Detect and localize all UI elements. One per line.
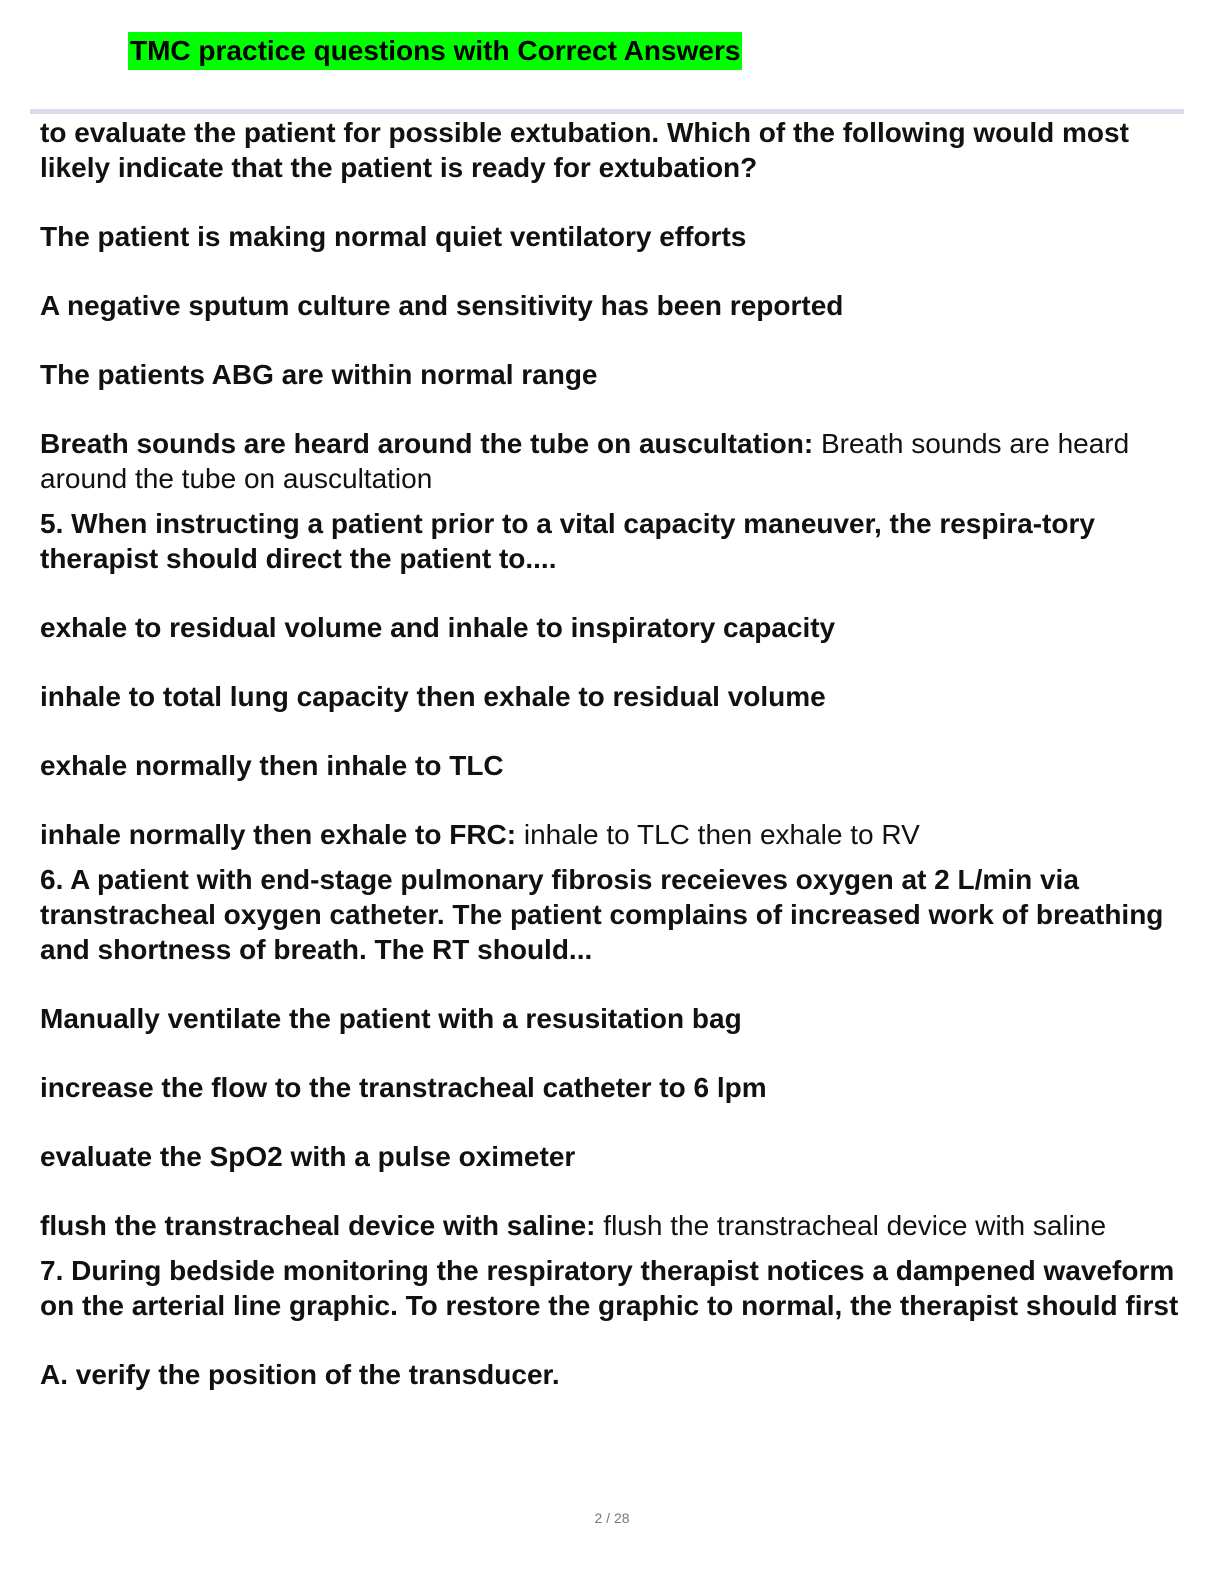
question-5-correct-answer: inhale to TLC then exhale to RV <box>516 819 920 850</box>
question-5-text: 5. When instructing a patient prior to a vital capacity maneuver, the respira-tory therapist should direct the patient to.... <box>40 508 1095 574</box>
question-4-option-1: The patient is making normal quiet ventilatory efforts <box>40 221 747 252</box>
question-7-text: 7. During bedside monitoring the respiratory therapist notices a dampened waveform on the arterial line graphic. To restore the graphic to normal, the therapist should first <box>40 1255 1179 1321</box>
question-5-option-4: inhale normally then exhale to FRC: <box>40 819 517 850</box>
question-6-option-1: Manually ventilate the patient with a resusitation bag <box>40 1003 742 1034</box>
question-6-option-4: flush the transtracheal device with saline: <box>40 1210 596 1241</box>
question-4-option-4: Breath sounds are heard around the tube on auscultation: <box>40 428 814 459</box>
question-4-correct-answer: Breath sounds are heard around the tube on auscultation <box>40 428 1130 494</box>
question-4-option-3: The patients ABG are within normal range <box>40 359 598 390</box>
question-7-option-1: A. verify the position of the transducer. <box>40 1359 560 1390</box>
question-4-option-2: A negative sputum culture and sensitivity has been reported <box>40 290 844 321</box>
question-5-answer-line <box>40 817 1180 852</box>
question-6-correct-answer: flush the transtracheal device with saline <box>595 1210 1107 1241</box>
question-4-text: to evaluate the patient for possible extubation. Which of the following would most likely indicate that the patient is ready for extubation? <box>40 117 1129 183</box>
question-5-option-2: inhale to total lung capacity then exhale to residual volume <box>40 681 826 712</box>
header-divider <box>30 109 1184 114</box>
document-title: TMC practice questions with Correct Answers <box>128 32 742 70</box>
question-5-option-3: exhale normally then inhale to TLC <box>40 750 504 781</box>
question-6-text: 6. A patient with end-stage pulmonary fibrosis receieves oxygen at 2 L/min via transtracheal oxygen catheter. The patient complains of increased work of breathing and shortness of breath. The RT should... <box>40 864 1164 965</box>
question-5-option-1: exhale to residual volume and inhale to inspiratory capacity <box>40 612 836 643</box>
page-number: 2 / 28 <box>594 1510 630 1526</box>
question-6-option-2: increase the flow to the transtracheal catheter to 6 lpm <box>40 1072 767 1103</box>
question-6-option-3: evaluate the SpO2 with a pulse oximeter <box>40 1141 576 1172</box>
document-body <box>40 115 1180 1392</box>
question-4-answer-line <box>40 426 1180 496</box>
question-6-answer-line <box>40 1208 1180 1243</box>
